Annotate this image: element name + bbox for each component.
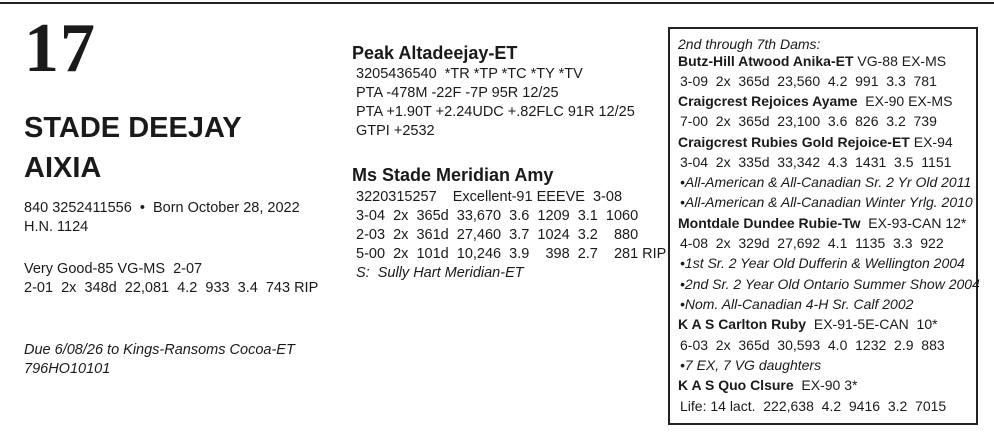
dam-line: 5-00 2x 101d 10,246 3.9 398 2.7 281 RIP [356,246,667,262]
dam-award: •Nom. All-Canadian 4-H Sr. Calf 2002 [680,296,914,312]
dam-record: 7-00 2x 365d 23,100 3.6 826 3.2 739 [680,113,937,129]
dam-entry-name: K A S Carlton Ruby [678,316,807,332]
animal-id-born: 840 3252411556 • Born October 28, 2022 [24,200,300,216]
pedigree-heading: 2nd through 7th Dams: [678,36,821,52]
lot-number: 17 [24,10,96,87]
sire-line: GTPI +2532 [356,123,435,139]
dam-entry-name: K A S Quo Clsure [678,377,794,393]
dam-entry-name: Craigcrest Rubies Gold Rejoice-ET [678,134,910,150]
dam-entry [678,53,946,70]
dam-entry-name: Montdale Dundee Rubie-Tw [678,215,861,231]
dam-entry [678,93,952,110]
dam-award: •All-American & All-Canadian Winter Yrlg. 2010 [680,194,973,210]
top-rule [0,2,994,4]
dam-entry-class: EX-90 EX-MS [857,93,953,109]
dam-award: •1st Sr. 2 Year Old Dufferin & Wellington 2004 [680,255,965,271]
dam-entry [678,134,953,151]
dam-entry-class: EX-94 [909,134,953,150]
dam-record: 3-04 2x 335d 33,342 4.3 1431 3.5 1151 [680,154,952,170]
dam-name: Ms Stade Meridian Amy [352,165,554,185]
dam-line: 3-04 2x 365d 33,670 3.6 1209 3.1 1060 [356,208,639,224]
sire-line: 3205436540 *TR *TP *TC *TY *TV [356,66,583,82]
animal-hn: H.N. 1124 [24,219,89,235]
dam-line: 3220315257 Excellent-91 EEEVE 3-08 [356,189,623,205]
dam-entry-class: EX-91-5E-CAN 10* [806,316,938,332]
due-date: Due 6/08/26 to Kings-Ransoms Cocoa-ET [24,342,295,358]
sire-line: PTA -478M -22F -7P 95R 12/25 [356,85,559,101]
dam-award: •7 EX, 7 VG daughters [680,357,822,373]
dam-entry-class: EX-93-CAN 12* [860,215,967,231]
dam-entry-name: Butz-Hill Atwood Anika-ET [678,53,854,69]
dam-entry [678,215,966,232]
dam-sire-note: S: Sully Hart Meridian-ET [356,265,524,281]
animal-name-line2: AIXIA [24,152,102,184]
dam-entry-class: EX-90 3* [793,377,858,393]
dam-record: 3-09 2x 365d 23,560 4.2 991 3.3 781 [680,73,937,89]
dam-record: Life: 14 lact. 222,638 4.2 9416 3.2 7015 [680,398,947,414]
animal-classification: Very Good-85 VG-MS 2-07 [24,261,203,277]
dam-entry [678,316,938,333]
service-sire-code: 796HO10101 [24,361,111,377]
sire-line: PTA +1.90T +2.24UDC +.82FLC 91R 12/25 [356,104,635,120]
dam-entry-class: VG-88 EX-MS [853,53,947,69]
animal-record: 2-01 2x 348d 22,081 4.2 933 3.4 743 RIP [24,280,319,296]
dam-entry [678,377,857,394]
dam-award: •2nd Sr. 2 Year Old Ontario Summer Show 2004 [680,276,980,292]
dam-entry-name: Craigcrest Rejoices Ayame [678,93,858,109]
sire-name: Peak Altadeejay-ET [352,43,518,63]
animal-name-line1: STADE DEEJAY [24,112,242,144]
dam-record: 6-03 2x 365d 30,593 4.0 1232 2.9 883 [680,337,945,353]
dam-record: 4-08 2x 329d 27,692 4.1 1135 3.3 922 [680,235,944,251]
dam-line: 2-03 2x 361d 27,460 3.7 1024 3.2 880 [356,227,639,243]
dam-award: •All-American & All-Canadian Sr. 2 Yr Old 2011 [680,174,972,190]
